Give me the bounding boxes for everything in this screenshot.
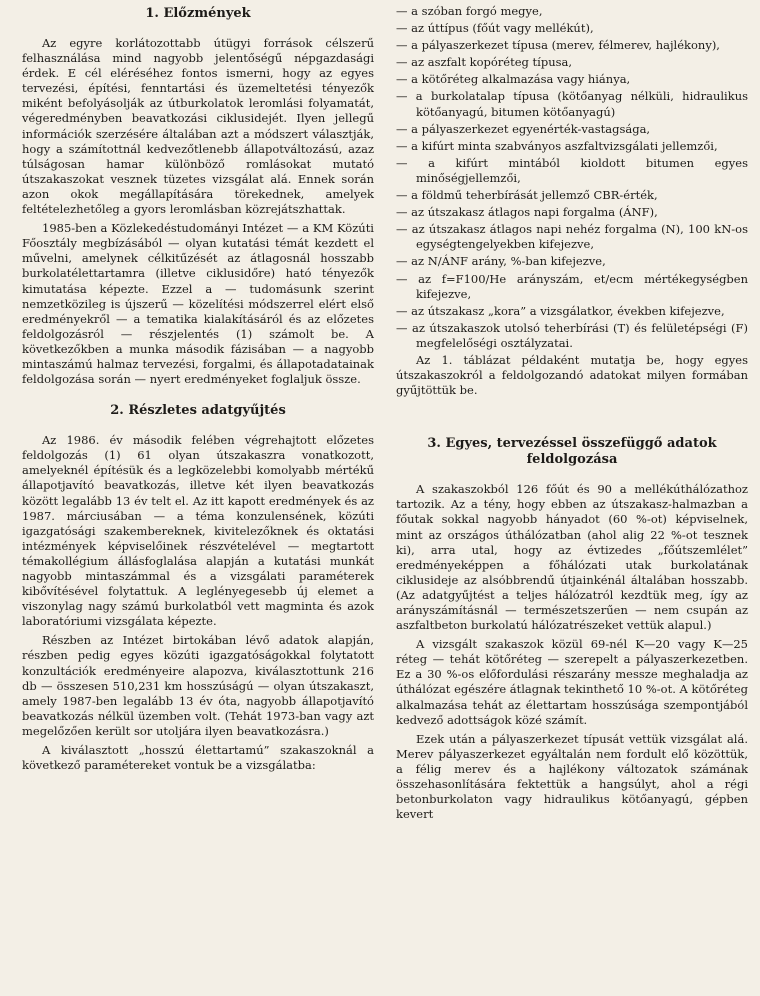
list-item: — az úttípus (főút vagy mellékút), xyxy=(396,21,748,36)
list-item: — a kifúrt minta szabványos aszfaltvizsgálati jellemzői, xyxy=(396,139,748,154)
table-reference-paragraph: Az 1. táblázat példaként mutatja be, hogy egyes útszakaszokról a feldolgozandó adatokat milyen formában gyűjtöttük be. xyxy=(396,352,748,398)
list-item: — az N/ÁNF arány, %-ban kifejezve, xyxy=(396,254,748,269)
list-item: — az útszakasz „kora” a vizsgálatkor, években kifejezve, xyxy=(396,304,748,319)
list-item: — a kifúrt mintából kioldott bitumen egyes minőségjellemzői, xyxy=(396,156,748,186)
section-3-heading: 3. Egyes, tervezéssel összefüggő adatok feldolgozása xyxy=(427,436,717,468)
section-2-heading: 2. Részletes adatgyűjtés xyxy=(110,403,286,419)
section-3-paragraph-2: A vizsgált szakaszok közül 69-nél K—20 vagy K—25 réteg — tehát kötőréteg — szerepelt a pályaszerkezetben. Ez a 30 %-os előfordulási részarány messze meghaladja az úthálózat egészére átlagnak tekinthető 10 %-ot. A kötőréteg alkalmazása tehát az élettartam hosszúsága szempontjából kedvező adottságok közé számít. xyxy=(396,637,749,727)
section-1-paragraph-1: Az egyre korlátozottabb útügyi források célszerű felhasználása mind nagyobb jelentőségű népgazdasági érdek. E cél eléréséhez fontos ismerni, hogy az egyes tervezési, építési, fenntartási és üzemeltetési tényezők miként befolyásolják az útburkolatok leromlási folyamatát, végeredményben beavatkozási ciklusidejét. Ilyen jellegű információk szerzésére általában azt a módszert választják, hogy a számítottnál kedvezőtlenebb állapotváltozású, azaz túlságosan hamar különböző romlásokat mutató útszakaszokat vesznek tüzetes vizsgálat alá. Ennek során azon okok megállapítására törekednek, amelyek feltételezhetőleg a gyors leromlásban közrejátszhattak. xyxy=(22,36,374,217)
list-item: — az aszfalt kopóréteg típusa, xyxy=(396,55,748,70)
section-3-paragraph-1: A szakaszokból 126 főút és 90 a mellékúthálózathoz tartozik. Az a tény, hogy ebben az útszakasz-halmazban a főutak sokkal nagyobb hányadot (60 %-ot) képviselnek, mint az országos úthálózatban (ahol alig 22 %-ot tesznek ki), arra utal, hogy az évtizedes „főútszemlélet” eredményeképpen a főhálózati utak burkolatának ciklusideje az alsóbbrendű útjainkénál általában hosszabb. (Az adatgyűjtést a teljes hálózatról kezdtük meg, így az arányszámításnál — természetszerűen — nem csupán az aszfaltbeton burkolatú hálózatrészeket vettük alapul.) xyxy=(396,482,748,633)
list-item: — az útszakaszok utolsó teherbírási (T) és felületépségi (F) megfelelőségi osztályzatai. xyxy=(396,321,748,351)
list-item: — az útszakasz átlagos napi forgalma (ÁNF), xyxy=(396,205,748,220)
section-2-paragraph-1: Az 1986. év második felében végrehajtott előzetes feldolgozás (1) 61 olyan útszakaszra vonatkozott, amelyeknél építésük és a legközelebbi komolyabb mértékű állapotjavító beavatkozás, illetve két ilyen beavatkozás között legalább 13 év telt el. Az itt kapott eredmények és az 1987. márciusában — a téma konzulensének, közúti igazgatósági szakembereknek, kivitelezőknek és oktatási intézmények képviselőinek részvételével — megtartott témakollégium állásfoglalása alapján a kutatási munkát nagyobb mintaszámmal és a vizsgálati paraméterek kibővítésével folytattuk. A leglényegesebb új elemet a viszonylag nagy számú burkolatból vett magminta és azok laboratóriumi vizsgálata képezte. xyxy=(22,433,374,629)
section-1-paragraph-2: 1985-ben a Közlekedéstudományi Intézet — a KM Közúti Főosztály megbízásából — olyan kutatási témát kezdett el művelni, amelynek célkitűzését az átlagosnál hosszabb burkolatélettartamra (illetve ciklusidőre) ható tényezők kimutatása képezte. Ezzel a — tudomásunk szerint nemzetközileg is újszerű — közelítési módszerrel elért első eredményekről — a tematika kialakításáról és az előzetes feldolgozásról — részjelentés (1) számolt be. A következőkben a munka második fázisában — a nagyobb mintaszámú halmaz tervezési, forgalmi, és állapotadatainak feldolgozása során — nyert eredményeket foglaljuk össze. xyxy=(22,221,374,387)
list-item: — a pályaszerkezet típusa (merev, félmerev, hajlékony), xyxy=(396,38,748,53)
list-item: — az útszakasz átlagos napi nehéz forgalma (N), 100 kN-os egységtengelyekben kifejezve, xyxy=(396,222,748,252)
section-1-heading: 1. Előzmények xyxy=(145,6,251,21)
section-3-paragraph-3: Ezek után a pályaszerkezet típusát vettük vizsgálat alá. Merev pályaszerkezet egyáltalán nem fordult elő közöttük, a félig merev és a hajlékony változatok számának összehasonlítására fektettük a hangsúlyt, ahol a régi betonburkolaton vagy hidraulikus kötőanyagú, gépben kevert xyxy=(396,731,748,822)
left-column xyxy=(22,0,374,773)
list-item: — a burkolatalap típusa (kötőanyag nélküli, hidraulikus kötőanyagú, bitumen kötőanyagú) xyxy=(396,89,748,119)
right-column xyxy=(396,0,748,822)
parameter-list xyxy=(396,4,748,351)
list-item: — a kötőréteg alkalmazása vagy hiánya, xyxy=(396,72,748,87)
section-2-paragraph-3: A kiválasztott „hosszú élettartamú” szakaszoknál a következő paramétereket vontuk be a vizsgálatba: xyxy=(22,743,374,773)
list-item: — az f=F100/He arányszám, et/ecm mértékegységben kifejezve, xyxy=(396,272,748,302)
section-2-paragraph-2: Részben az Intézet birtokában lévő adatok alapján, részben pedig egyes közúti igazgatóságokkal folytatott konzultációk eredményeire alapozva, kiválasztottunk 216 db — összesen 510,231 km hosszúságú — olyan útszakaszt, amely 1987-ben legalább 13 év óta, nagyobb állapotjavító beavatkozás nélkül üzemben volt. (Tehát 1973-ban vagy azt megelőzően került sor utoljára ilyen beavatkozásra.) xyxy=(22,633,374,738)
list-item: — a pályaszerkezet egyenérték-vastagsága, xyxy=(396,122,748,137)
list-item: — a szóban forgó megye, xyxy=(396,4,748,19)
list-item: — a földmű teherbírását jellemző CBR-érték, xyxy=(396,188,748,203)
